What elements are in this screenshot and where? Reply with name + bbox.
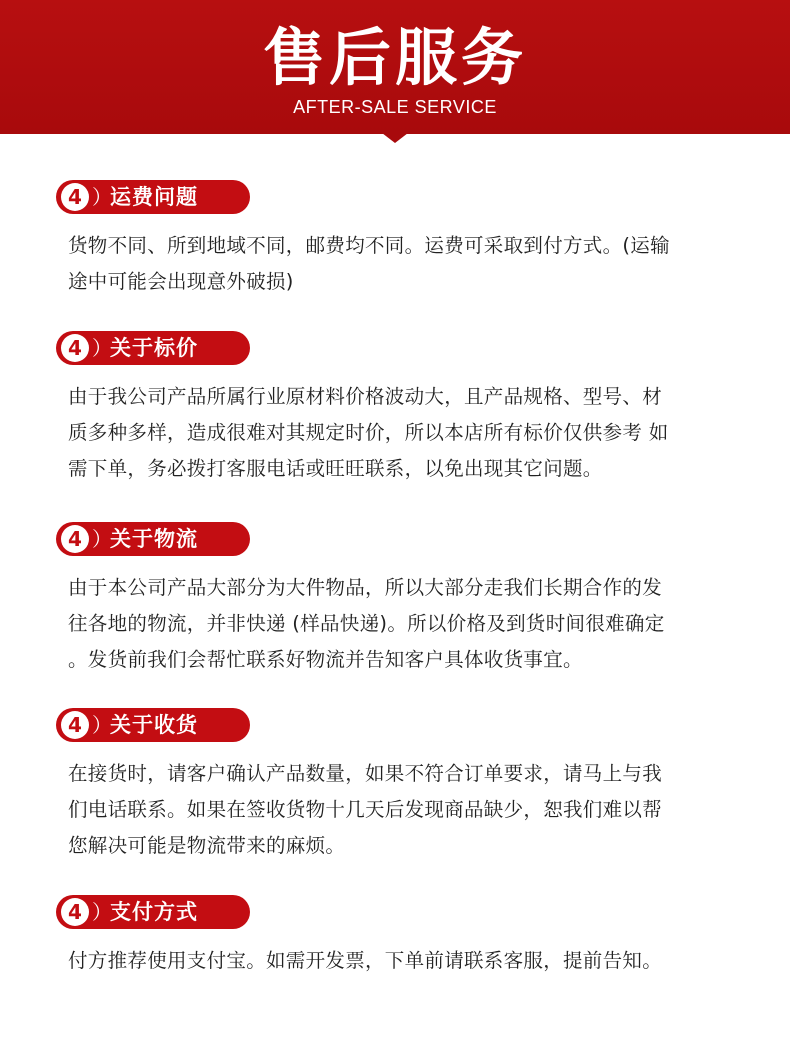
header-banner [0,0,790,134]
section-number-badge: 4 [61,525,89,553]
section-title: 运费问题 [110,185,198,209]
body-line: 货物不同、所到地域不同，邮费均不同。运费可采取到付方式。(运输 [68,234,670,257]
section-body [68,943,744,979]
section-paren: ） [92,900,112,924]
body-line: 质多种多样，造成很难对其规定时价，所以本店所有标价仅供参考 如 [68,421,669,444]
section-heading-pill [56,708,250,742]
section-paren: ） [92,527,112,551]
section-heading-pill [56,895,250,929]
section-paren: ） [92,185,112,209]
banner-notch [382,133,408,143]
page-subtitle: AFTER-SALE SERVICE [293,97,497,117]
section-number-badge: 4 [61,334,89,362]
section-body [68,228,744,300]
section-heading-pill [56,180,250,214]
section-body [68,570,744,678]
section-number-badge: 4 [61,183,89,211]
section-number-badge: 4 [61,711,89,739]
body-line: 由于我公司产品所属行业原材料价格波动大，且产品规格、型号、材 [68,385,663,408]
body-line: 们电话联系。如果在签收货物十几天后发现商品缺少，恕我们难以帮 [68,798,663,821]
body-line: 您解决可能是物流带来的麻烦。 [68,834,346,857]
section-number-badge: 4 [61,898,89,926]
section-title: 关于标价 [110,336,198,360]
section-body [68,756,744,864]
body-line: 。发货前我们会帮忙联系好物流并告知客户具体收货事宜。 [68,648,583,671]
body-line: 需下单，务必拨打客服电话或旺旺联系，以免出现其它问题。 [68,457,603,480]
body-line: 由于本公司产品大部分为大件物品，所以大部分走我们长期合作的发 [68,576,663,599]
body-line: 途中可能会出现意外破损) [68,270,294,293]
section-title: 关于物流 [110,527,198,551]
section-title: 关于收货 [110,713,198,737]
body-line: 付方推荐使用支付宝。如需开发票，下单前请联系客服，提前告知。 [68,949,663,972]
section-paren: ） [92,336,112,360]
section-heading-pill [56,522,250,556]
body-line: 在接货时，请客户确认产品数量，如果不符合订单要求，请马上与我 [68,762,663,785]
section-body [68,379,744,487]
section-paren: ） [92,713,112,737]
section-title: 支付方式 [110,900,198,924]
section-heading-pill [56,331,250,365]
page-title: 售后服务 [262,21,527,94]
body-line: 往各地的物流，并非快递 (样品快递)。所以价格及到货时间很难确定 [68,612,665,635]
